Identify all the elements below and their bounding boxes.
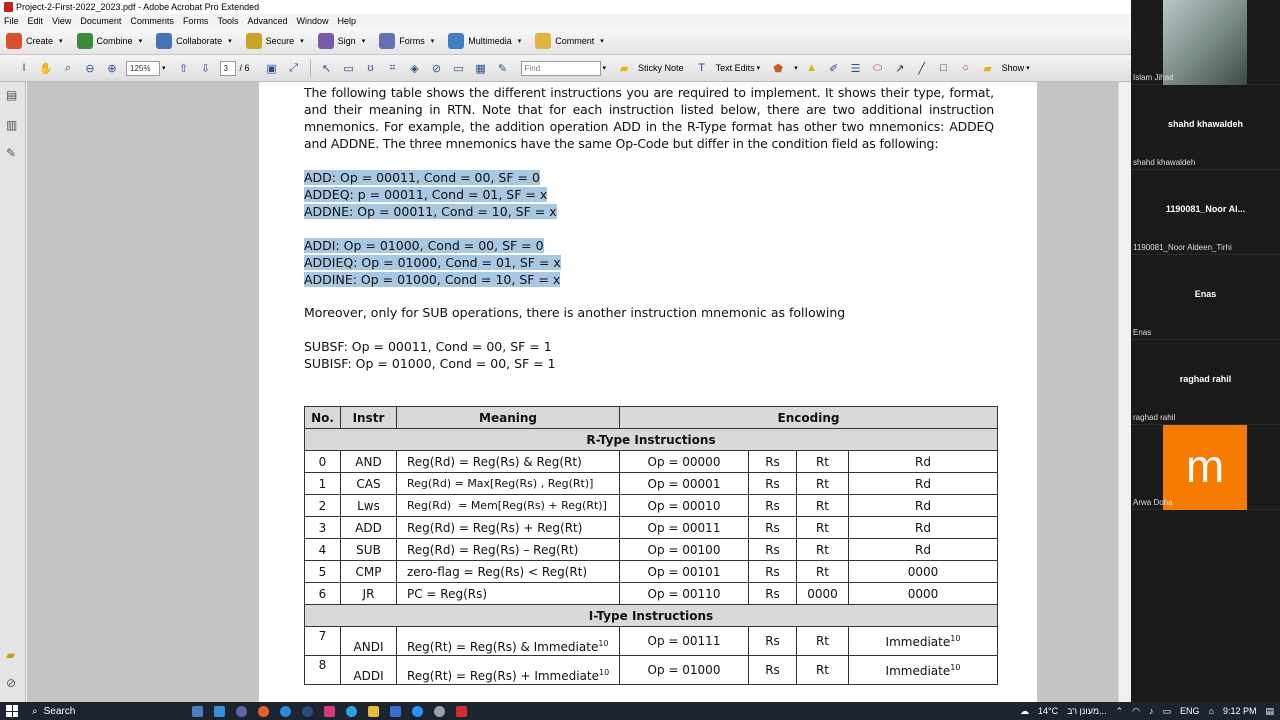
combine-button[interactable]: Combine ▾ (77, 33, 143, 49)
multimedia-button[interactable]: Multimedia ▾ (448, 33, 521, 49)
crop-icon[interactable]: ⌗ (389, 61, 396, 74)
clock[interactable]: 9:12 PM (1222, 706, 1257, 716)
menu-view[interactable]: View (52, 16, 72, 26)
form-icon[interactable]: ▦ (475, 62, 486, 75)
cell-instr: ANDI (341, 627, 397, 656)
immediate-text: Immediate (885, 634, 951, 649)
i-type-heading: I-Type Instructions (305, 605, 998, 627)
cell-meaning: Reg(Rd) = Reg(Rs) & Reg(Rt) (397, 451, 620, 473)
mnemonics-group-sub (304, 338, 994, 372)
cell-op: Op = 00011 (620, 517, 749, 539)
menu-edit[interactable]: Edit (27, 16, 44, 26)
header-instr: Instr (341, 407, 397, 429)
cell-meaning: Reg(Rd) = Mem[Reg(Rs) + Reg(Rt)] (397, 495, 620, 517)
weather-description[interactable]: מעונן רב... (1067, 706, 1107, 716)
cell-rs: Rs (749, 517, 797, 539)
cell-rd: Rd (849, 473, 998, 495)
comment-icon (535, 33, 551, 49)
cell-instr: CAS (341, 473, 397, 495)
cell-rs: Rs (749, 656, 797, 685)
lock-icon (246, 33, 262, 49)
participant-name-label: Islam Jihad (1133, 73, 1174, 82)
menu-document[interactable]: Document (80, 16, 122, 26)
search-icon: ⌕ (32, 705, 38, 717)
cell-op: Op = 00100 (620, 539, 749, 561)
mnemonic-line: ADDINE: Op = 01000, Cond = 10, SF = x (304, 272, 561, 287)
create-button[interactable]: Create ▾ (6, 33, 63, 49)
page-current: 3 (223, 63, 228, 73)
cell-op: Op = 00000 (620, 451, 749, 473)
text-edits-button[interactable]: Text Edits (715, 63, 755, 73)
cell-no: 7 (305, 627, 341, 656)
participant-tile[interactable] (1131, 0, 1280, 85)
mnemonic-line: SUBSF: Op = 00011, Cond = 00, SF = 1 (304, 339, 552, 354)
cell-rd: Rd (849, 451, 998, 473)
weather-temp[interactable]: 14°C (1038, 706, 1059, 716)
cell-meaning (397, 656, 620, 685)
task-view-icon[interactable] (192, 706, 203, 717)
cell-instr: SUB (341, 539, 397, 561)
section-row (305, 605, 998, 627)
cell-op: Op = 00110 (620, 583, 749, 605)
find-placeholder: Find (524, 63, 541, 73)
cell-rt: Rt (797, 656, 849, 685)
signatures-icon[interactable]: ✎ (6, 146, 17, 160)
chat-icon[interactable] (236, 706, 247, 717)
superscript: 10 (598, 639, 609, 648)
windows-start-icon[interactable] (6, 705, 18, 717)
menu-forms[interactable]: Forms (182, 16, 209, 26)
r-type-heading: R-Type Instructions (305, 429, 998, 451)
chrome-icon[interactable] (434, 706, 445, 717)
cell-rs: Rs (749, 451, 797, 473)
table-row (305, 473, 998, 495)
firefox-icon[interactable] (258, 706, 269, 717)
callout-icon[interactable]: ✐ (829, 62, 839, 75)
previous-page-icon[interactable]: ⇧ (178, 62, 189, 75)
participant-name-label: Arwa Doha (1133, 498, 1173, 507)
collaborate-icon (156, 33, 172, 49)
mnemonic-line: ADD: Op = 00011, Cond = 00, SF = 0 (304, 170, 540, 185)
cell-meaning: Reg(Rd) = Max[Reg(Rs) , Reg(Rt)] (397, 473, 620, 495)
next-page-icon[interactable]: ⇩ (200, 62, 211, 75)
cell-no: 4 (305, 539, 341, 561)
menu-advanced[interactable]: Advanced (247, 16, 288, 26)
select-text-icon[interactable]: I (22, 62, 26, 74)
find-input[interactable] (521, 61, 601, 76)
zoom-out-icon[interactable]: ⊖ (85, 62, 95, 75)
menu-comments[interactable]: Comments (130, 16, 174, 26)
moreover-text: Moreover, only for SUB operations, there is another instruction mnemonic as following (304, 305, 846, 320)
menu-window[interactable]: Window (296, 16, 329, 26)
navigation-panel (0, 82, 26, 702)
cell-instr: ADD (341, 517, 397, 539)
page-total: / 6 (239, 63, 250, 73)
wifi-icon[interactable]: ◠ (1132, 705, 1140, 716)
cell-op: Op = 01000 (620, 656, 749, 685)
cell-rs: Rs (749, 539, 797, 561)
page-number-field[interactable] (220, 61, 236, 76)
zoom-dropdown-icon[interactable]: ▾ (162, 65, 166, 72)
menu-help[interactable]: Help (337, 16, 357, 26)
arrow-icon[interactable]: ↗ (895, 62, 905, 75)
stamp-icon[interactable]: ⬟ (773, 62, 783, 75)
superscript: 10 (950, 662, 961, 672)
cell-rd: Rd (849, 517, 998, 539)
menu-bar (0, 14, 1131, 28)
network-icon[interactable]: ⌂ (1208, 706, 1214, 716)
steam-icon[interactable] (302, 706, 313, 717)
document-area (27, 82, 1131, 702)
meaning-text: Reg(Rt) = Reg(Rs) & Immediate (407, 640, 599, 654)
chevron-up-icon[interactable]: ⌃ (1115, 705, 1124, 716)
create-label: Create (26, 36, 54, 46)
cell-op: Op = 00010 (620, 495, 749, 517)
highlight-icon[interactable]: ▲ (806, 62, 818, 74)
collaborate-button[interactable]: Collaborate ▾ (156, 33, 232, 49)
participant-tile[interactable] (1131, 255, 1280, 340)
select-tool-icon[interactable]: ↖ (321, 62, 332, 75)
tasks-toolbar (0, 28, 1131, 55)
cell-no: 0 (305, 451, 341, 473)
instruction-table (304, 406, 998, 685)
cell-no: 8 (305, 656, 341, 685)
cell-no: 6 (305, 583, 341, 605)
file-explorer-icon[interactable] (368, 706, 379, 717)
participant-name-label: shahd khawaldeh (1133, 158, 1196, 167)
textbox-icon[interactable]: ☰ (850, 62, 861, 75)
mnemonic-line: ADDI: Op = 01000, Cond = 00, SF = 0 (304, 238, 544, 253)
cell-rt: Rt (797, 539, 849, 561)
attachments-icon[interactable]: ⊘ (6, 676, 17, 690)
cell-rt: Rt (797, 627, 849, 656)
table-row (305, 583, 998, 605)
zoom-app-icon[interactable] (412, 706, 423, 717)
cell-meaning: zero-flag = Reg(Rs) < Reg(Rt) (397, 561, 620, 583)
cell-immediate (849, 656, 998, 685)
collaborate-label: Collaborate (176, 36, 223, 46)
cell-meaning: Reg(Rd) = Reg(Rs) + Reg(Rt) (397, 517, 620, 539)
title-bar (0, 0, 1131, 14)
menu-file[interactable]: File (4, 16, 19, 26)
combine-label: Combine (96, 36, 133, 46)
mail-icon[interactable] (390, 706, 401, 717)
table-row (305, 451, 998, 473)
table-row (305, 656, 998, 685)
volume-icon[interactable]: ♪ (1148, 706, 1154, 716)
cell-rs: Rs (749, 561, 797, 583)
ok-icon[interactable]: ▭ (343, 62, 354, 75)
menu-tools[interactable]: Tools (217, 16, 239, 26)
mnemonic-line: ADDIEQ: Op = 01000, Cond = 01, SF = x (304, 255, 561, 270)
cell-rs: Rs (749, 583, 797, 605)
show-button[interactable]: Show (1001, 63, 1025, 73)
forms-icon (379, 33, 395, 49)
cell-no: 1 (305, 473, 341, 495)
cell-no: 2 (305, 495, 341, 517)
cell-rs: Rs (749, 495, 797, 517)
notifications-icon[interactable]: ▤ (1265, 705, 1274, 716)
object-icon[interactable]: ◈ (410, 62, 419, 75)
acrobat-taskbar-icon[interactable] (456, 706, 467, 717)
participant-tile[interactable] (1131, 425, 1280, 510)
cell-rd: 0000 (849, 561, 998, 583)
weather-icon[interactable]: ☁ (1020, 705, 1030, 716)
search-label: Search (43, 705, 76, 717)
secure-label: Secure (265, 36, 295, 46)
participant-name-label: raghad rahil (1133, 413, 1176, 422)
cell-rd: Rd (849, 495, 998, 517)
mnemonics-group-addi (304, 237, 994, 288)
telegram-icon[interactable] (346, 706, 357, 717)
pen-icon (318, 33, 334, 49)
meaning-text: Reg(Rt) = Reg(Rs) + Immediate (407, 669, 600, 683)
participant-name-label: Enas (1133, 328, 1152, 337)
attach-icon[interactable]: ⊘ (431, 62, 442, 75)
intro-paragraph: The following table shows the different instructions you are required to implement. It shows their type, format, and their meaning in RTN. Note that for each instruction listed below, there are two additional instruction mnemonics. For example, the addition operation ADD in the R-Type format has other two mnemonics: ADDEQ and ADDNE. The three mnemonics have the same Op-Code but differ in the condition field as following: (304, 85, 994, 151)
link-icon[interactable]: ʊ (367, 62, 374, 74)
mnemonic-line: SUBISF: Op = 01000, Cond = 00, SF = 1 (304, 356, 556, 371)
cell-op: Op = 00111 (620, 627, 749, 656)
forms-button[interactable]: Forms ▾ (379, 33, 434, 49)
cell-meaning: Reg(Rd) = Reg(Rs) – Reg(Rt) (397, 539, 620, 561)
tools-toolbar: I ✋ ⌕ ⊖ ⊕ 125% ▾ ⇧ ⇩ 3 / 6 ▣ ⤢ ↖ ▭ ʊ ⌗ ◈ ⊘ ▭ ▦ ✎ Find ▾ ▰ Sticky Note T Text Edits ▾ ⬟ ▾ ▲ ✐ ☰ ⬭ ↗ ╱ □ ○ ▰ Show ▾ (0, 55, 1131, 82)
forms-label: Forms (399, 36, 425, 46)
text-edits-icon[interactable]: T (698, 62, 705, 74)
header-encoding: Encoding (620, 407, 998, 429)
cell-op: Op = 00001 (620, 473, 749, 495)
table-row (305, 627, 998, 656)
superscript: 10 (950, 633, 961, 643)
participant-name-label: 1190081_Noor Aldeen_Tirhi (1133, 243, 1232, 252)
bookmarks-icon[interactable]: ▥ (6, 118, 18, 132)
cell-instr: AND (341, 451, 397, 473)
cell-instr: JR (341, 583, 397, 605)
avatar: m (1163, 425, 1247, 510)
edge-icon[interactable] (280, 706, 291, 717)
cell-rt: Rt (797, 495, 849, 517)
section-row (305, 429, 998, 451)
cell-meaning: PC = Reg(Rs) (397, 583, 620, 605)
line-icon[interactable]: ╱ (918, 62, 925, 75)
sticky-note-icon[interactable]: ▰ (619, 62, 629, 75)
participant-tile[interactable] (1131, 85, 1280, 170)
cell-rd: 0000 (849, 583, 998, 605)
participant-tile[interactable] (1131, 340, 1280, 425)
system-tray (1020, 702, 1274, 720)
mnemonic-line: ADDNE: Op = 00011, Cond = 10, SF = x (304, 204, 557, 219)
language-indicator[interactable]: ENG (1180, 706, 1200, 716)
slack-icon[interactable] (324, 706, 335, 717)
show-icon[interactable]: ▰ (983, 62, 992, 75)
create-icon (6, 33, 22, 49)
cell-meaning (397, 627, 620, 656)
comments-panel-icon[interactable]: ▰ (6, 648, 16, 662)
taskbar-search[interactable] (32, 704, 162, 718)
taskbar (0, 702, 1280, 720)
participant-display-name: Enas (1194, 289, 1217, 299)
cell-rt: Rt (797, 561, 849, 583)
mnemonic-line: ADDEQ: p = 00011, Cond = 01, SF = x (304, 187, 548, 202)
hand-icon[interactable]: ✋ (39, 62, 53, 75)
comment-label: Comment (555, 36, 595, 46)
cell-rd: Rd (849, 539, 998, 561)
edit-icon[interactable]: ✎ (497, 62, 508, 75)
zoom-field[interactable] (126, 61, 160, 76)
find-dropdown-icon[interactable]: ▾ (602, 65, 607, 72)
cell-no: 3 (305, 517, 341, 539)
secure-button[interactable]: Secure ▾ (246, 33, 304, 49)
immediate-text: Immediate (885, 663, 951, 678)
cell-instr: ADDI (341, 656, 397, 685)
cell-rs: Rs (749, 627, 797, 656)
cell-rt: Rt (797, 451, 849, 473)
cell-immediate (849, 627, 998, 656)
superscript: 10 (599, 668, 610, 677)
vertical-scrollbar[interactable] (1118, 82, 1131, 702)
header-no: No. (305, 407, 341, 429)
cell-no: 5 (305, 561, 341, 583)
sign-button[interactable]: Sign ▾ (318, 33, 366, 49)
combine-icon (77, 33, 93, 49)
cell-rt: Rt (797, 517, 849, 539)
widgets-icon[interactable] (214, 706, 225, 717)
participant-display-name: raghad rahil (1179, 374, 1232, 384)
participant-display-name: 1190081_Noor Al... (1165, 204, 1246, 214)
table-row (305, 517, 998, 539)
cell-op: Op = 00101 (620, 561, 749, 583)
mnemonics-group-add (304, 169, 994, 220)
table-row (305, 539, 998, 561)
multimedia-label: Multimedia (468, 36, 512, 46)
cell-rs: Rs (749, 473, 797, 495)
sticky-note-button[interactable]: Sticky Note (638, 63, 684, 73)
cell-instr: CMP (341, 561, 397, 583)
zoom-in-icon[interactable]: ⊕ (107, 62, 117, 75)
pdf-page (259, 82, 1037, 702)
pages-icon[interactable]: ▤ (6, 88, 18, 102)
text-field-icon[interactable]: ▭ (453, 62, 464, 75)
acrobat-app-icon (4, 2, 13, 12)
oval-icon[interactable]: ○ (962, 62, 969, 74)
table-row (305, 561, 998, 583)
zoom-icon[interactable]: ⌕ (64, 61, 72, 74)
table-row (305, 495, 998, 517)
cell-rt: 0000 (797, 583, 849, 605)
zoom-value: 125% (130, 63, 151, 73)
cloud-icon[interactable]: ⬭ (872, 61, 883, 74)
fit-width-icon[interactable]: ⤢ (289, 61, 298, 74)
multimedia-icon (448, 33, 464, 49)
battery-icon[interactable]: ▭ (1162, 705, 1171, 716)
cell-rt: Rt (797, 473, 849, 495)
fit-page-icon[interactable]: ▣ (266, 62, 277, 75)
participant-display-name: shahd khawaldeh (1167, 119, 1244, 129)
header-meaning: Meaning (397, 407, 620, 429)
sign-label: Sign (337, 36, 356, 46)
rectangle-icon[interactable]: □ (940, 62, 947, 74)
participant-video (1163, 0, 1247, 85)
participants-panel (1131, 0, 1280, 702)
comment-button[interactable]: Comment ▾ (535, 33, 604, 49)
participant-tile[interactable] (1131, 170, 1280, 255)
window-title: Project-2-First-2022_2023.pdf - Adobe Acrobat Pro Extended (16, 2, 260, 12)
table-header-row (305, 407, 998, 429)
cell-instr: Lws (341, 495, 397, 517)
